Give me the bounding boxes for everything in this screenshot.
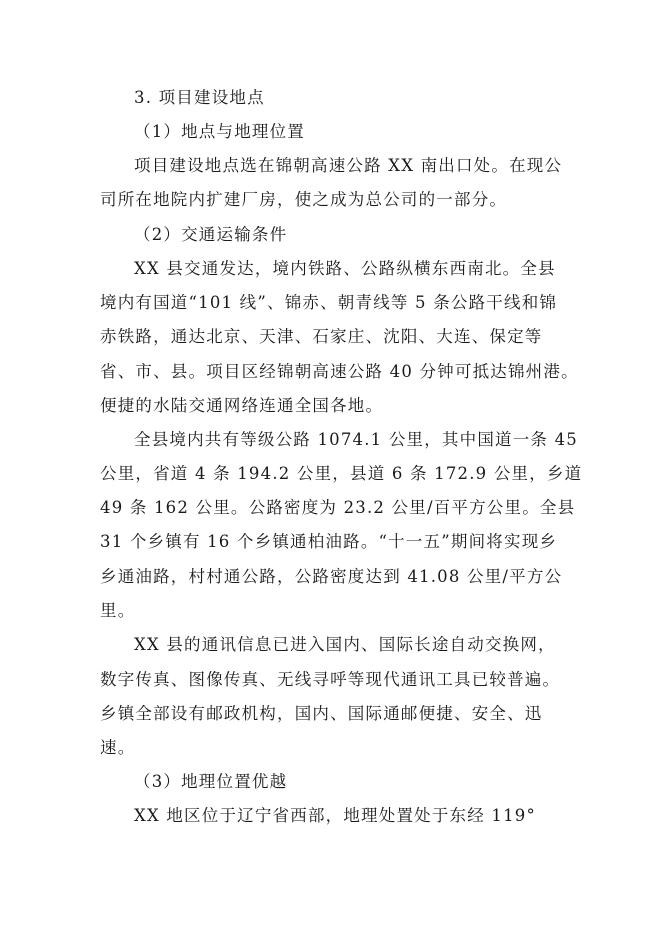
paragraph-line: 公里，省道 4 条 194.2 公里，县道 6 条 172.9 公里，乡道: [100, 464, 583, 483]
subheading-location: （1）地点与地理位置: [134, 122, 305, 141]
paragraph-line: 31 个乡镇有 16 个乡镇通柏油路。“十一五”期间将实现乡: [100, 532, 558, 551]
paragraph-line: 项目建设地点选在锦朝高速公路 XX 南出口处。在现公: [134, 156, 563, 175]
paragraph-line: 数字传真、图像传真、无线寻呼等现代通讯工具已较普遍。: [100, 670, 561, 689]
subheading-transport: （2）交通运输条件: [134, 225, 288, 244]
paragraph-line: 乡通油路，村村通公路，公路密度达到 41.08 公里/平方公: [100, 567, 563, 586]
paragraph-line: 49 条 162 公里。公路密度为 23.2 公里/百平方公里。全县: [100, 498, 576, 517]
paragraph-line: 境内有国道“101 线”、锦赤、朝青线等 5 条公路干线和锦: [100, 293, 558, 312]
paragraph-line: 里。: [100, 601, 136, 620]
paragraph-line: 省、市、县。项目区经锦朝高速公路 40 分钟可抵达锦州港。: [100, 362, 579, 381]
paragraph-line: XX 地区位于辽宁省西部，地理处置处于东经 119°: [134, 806, 536, 825]
subheading-advantage: （3）地理位置优越: [134, 772, 288, 791]
paragraph-line: XX 县的通讯信息已进入国内、国际长途自动交换网，: [134, 635, 556, 654]
paragraph-line: XX 县交通发达，境内铁路、公路纵横东西南北。全县: [134, 259, 556, 278]
paragraph-line: 全县境内共有等级公路 1074.1 公里，其中国道一条 45: [134, 430, 578, 449]
paragraph-line: 便捷的水陆交通网络连通全国各地。: [100, 396, 384, 415]
paragraph-line: 赤铁路，通达北京、天津、石家庄、沈阳、大连、保定等: [100, 327, 543, 346]
paragraph-line: 速。: [100, 738, 136, 757]
section-heading: 3. 项目建设地点: [134, 88, 265, 107]
paragraph-line: 司所在地院内扩建厂房，使之成为总公司的一部分。: [100, 190, 508, 209]
paragraph-line: 乡镇全部设有邮政机构，国内、国际通邮便捷、安全、迅: [100, 704, 543, 723]
